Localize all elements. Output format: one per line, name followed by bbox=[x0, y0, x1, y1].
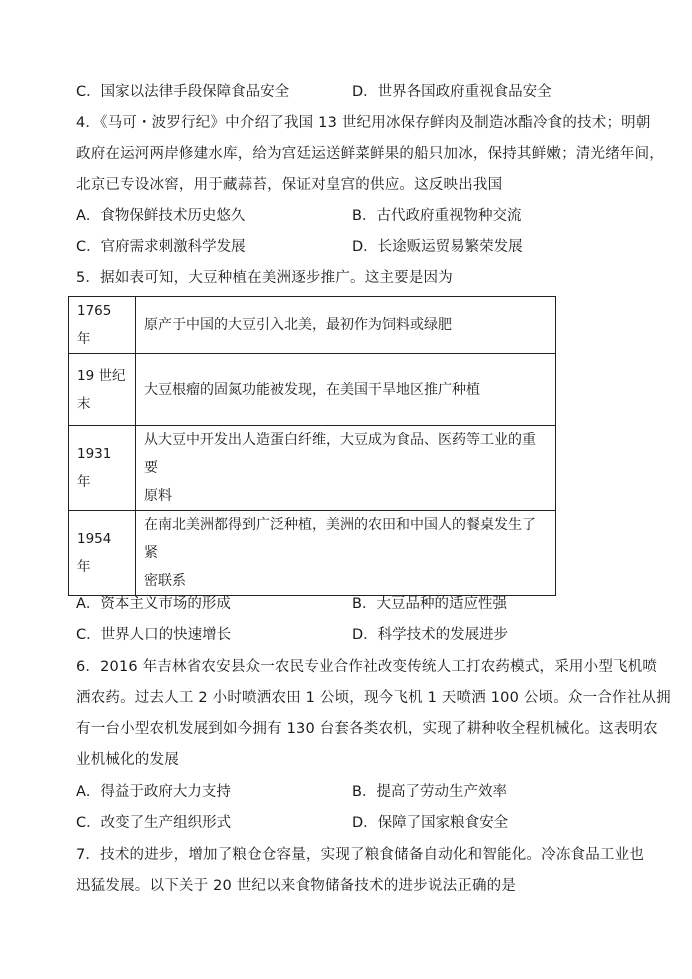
q5-option-c: C．世界人口的快速增长 bbox=[76, 627, 232, 643]
event-text: 在南北美洲都得到广泛种植，美洲的农田和中国人的餐桌发生了紧 bbox=[144, 517, 536, 561]
event-text: 从大豆中开发出人造蛋白纤维，大豆成为食品、医药等工业的重要 bbox=[144, 432, 536, 476]
table-row bbox=[69, 426, 556, 511]
q6-option-c: C．改变了生产组织形式 bbox=[76, 815, 232, 831]
event-text: 大豆根瘤的固氮功能被发现，在美国干旱地区推广种植 bbox=[144, 381, 480, 398]
year-text: 1931 年 bbox=[77, 446, 112, 490]
year-text: 末 bbox=[77, 395, 91, 412]
year-text: 1954 年 bbox=[77, 531, 112, 575]
table-row bbox=[69, 354, 556, 426]
q6-stem-line-3: 有一台小型农机发展到如今拥有 130 台套各类农机，实现了耕种收全程机械化。这表明农 bbox=[76, 721, 658, 737]
event-cell bbox=[136, 297, 556, 354]
q5-stem: 5．据如表可知，大豆种植在美洲逐步推广。这主要是因为 bbox=[76, 270, 453, 286]
q5-history-table bbox=[68, 296, 556, 596]
year-cell bbox=[69, 511, 136, 596]
q4-option-a: A．食物保鲜技术历史悠久 bbox=[76, 208, 246, 224]
event-cell bbox=[136, 354, 556, 426]
q4-option-d: D．长途贩运贸易繁荣发展 bbox=[352, 239, 523, 255]
q3-option-c: C．国家以法律手段保障食品安全 bbox=[76, 84, 290, 100]
year-text: 19 世纪 bbox=[77, 367, 126, 384]
q5-option-a: A．资本主义市场的形成 bbox=[76, 596, 231, 612]
q6-option-a: A．得益于政府大力支持 bbox=[76, 784, 231, 800]
q4-option-c: C．官府需求刺激科学发展 bbox=[76, 239, 246, 255]
q3-option-d: D．世界各国政府重视食品安全 bbox=[352, 84, 552, 100]
year-cell bbox=[69, 297, 136, 354]
q7-stem-line-2: 迅猛发展。以下关于 20 世纪以来食物储备技术的进步说法正确的是 bbox=[76, 878, 517, 894]
table-row bbox=[69, 511, 556, 596]
year-text: 1765 年 bbox=[77, 303, 112, 347]
q5-option-d: D．科学技术的发展进步 bbox=[352, 627, 509, 643]
q7-stem-line-1: 7．技术的进步，增加了粮仓仓容量，实现了粮食储备自动化和智能化。冷冻食品工业也 bbox=[76, 847, 645, 863]
q4-option-b: B．古代政府重视物种交流 bbox=[352, 208, 522, 224]
event-text: 原料 bbox=[144, 488, 172, 504]
q4-stem-line-1: 4．《马可・波罗行纪》中介绍了我国 13 世纪用冰保存鲜肉及制造冰酯冷食的技术；明朝 bbox=[76, 115, 651, 131]
event-cell bbox=[136, 511, 556, 596]
q6-stem-line-2: 洒农药。过去人工 2 小时喷洒农田 1 公顷，现今飞机 1 天喷洒 100 公顷。众一合作社从拥 bbox=[76, 690, 671, 706]
event-text: 原产于中国的大豆引入北美，最初作为饲料或绿肥 bbox=[144, 317, 452, 333]
q6-stem-line-1: 6．2016 年吉林省农安县众一农民专业合作社改变传统人工打农药模式，采用小型飞机喷 bbox=[76, 659, 658, 675]
q6-option-b: B．提高了劳动生产效率 bbox=[352, 784, 507, 800]
q6-stem-line-4: 业机械化的发展 bbox=[76, 752, 179, 768]
q4-stem-line-3: 北京已专设冰窖，用于藏蒜苔，保证对皇宫的供应。这反映出我国 bbox=[76, 177, 503, 193]
year-cell bbox=[69, 426, 136, 511]
q6-option-d: D．保障了国家粮食安全 bbox=[352, 815, 509, 831]
q4-stem-line-2: 政府在运河两岸修建水库，给为宫廷运送鲜菜鲜果的船只加冰，保持其鲜嫩；清光绪年间， bbox=[76, 146, 664, 162]
year-cell bbox=[69, 354, 136, 426]
q5-option-b: B．大豆品种的适应性强 bbox=[352, 596, 507, 612]
table-row bbox=[69, 297, 556, 354]
event-cell bbox=[136, 426, 556, 511]
event-text: 密联系 bbox=[144, 573, 186, 589]
